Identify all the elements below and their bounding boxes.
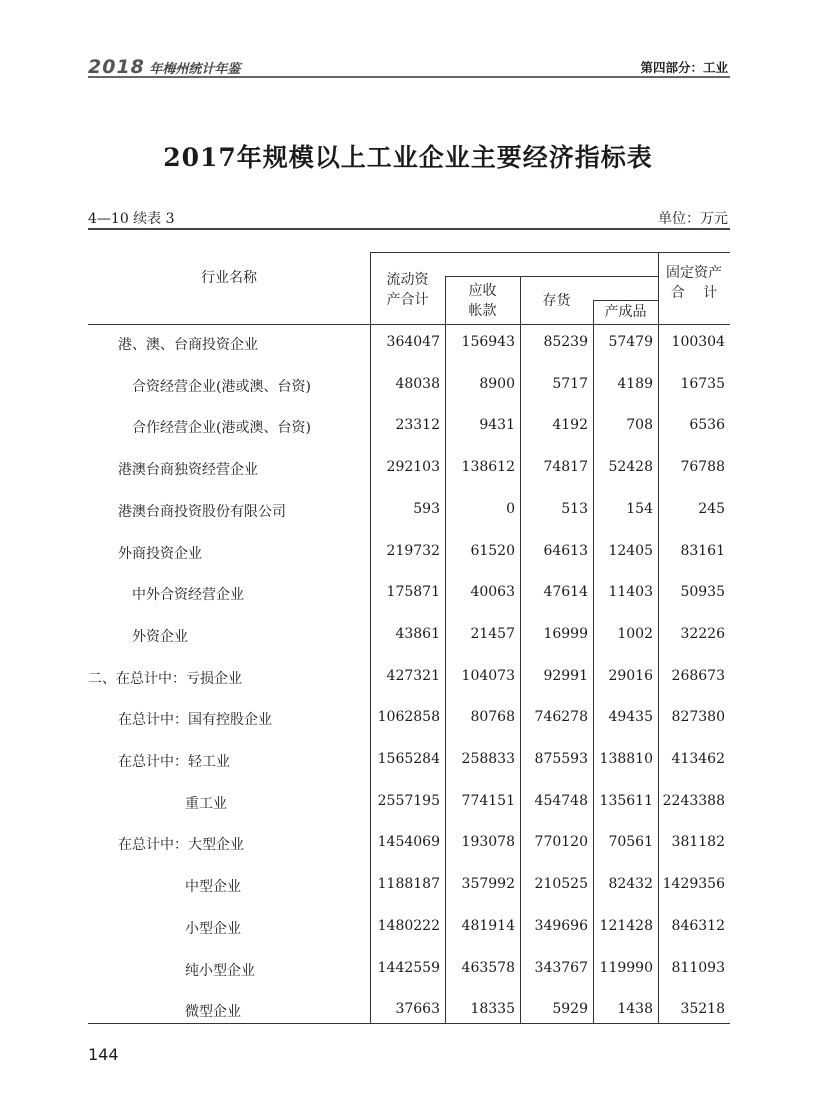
cell-value: 47614 xyxy=(543,584,588,601)
cell-value: 1002 xyxy=(617,625,653,642)
cell-value: 219732 xyxy=(386,542,440,559)
row-name: 中型企业 xyxy=(185,879,241,896)
cell-value: 29016 xyxy=(608,667,653,684)
cell-value: 349696 xyxy=(534,917,588,934)
cell-value: 119990 xyxy=(599,959,653,976)
cell-value: 1062858 xyxy=(377,709,440,726)
col-header-line: 帐款 xyxy=(468,303,497,319)
cell-value: 52428 xyxy=(608,459,653,476)
cell-value: 104073 xyxy=(461,667,515,684)
cell-value: 210525 xyxy=(534,876,588,893)
header-line xyxy=(445,276,658,277)
row-name: 微型企业 xyxy=(185,1004,241,1021)
cell-value: 49435 xyxy=(608,709,653,726)
section-label: 第四部分：工业 xyxy=(640,60,728,75)
cell-value: 774151 xyxy=(461,792,515,809)
cell-value: 343767 xyxy=(534,959,588,976)
cell-value: 454748 xyxy=(534,792,588,809)
cell-value: 6536 xyxy=(689,417,725,434)
cell-value: 18335 xyxy=(470,1001,515,1018)
col-header-line: 合 计 xyxy=(670,285,718,301)
cell-value: 5929 xyxy=(552,1001,588,1018)
table-row xyxy=(88,1001,730,1021)
cell-value: 292103 xyxy=(386,459,440,476)
cell-value: 1565284 xyxy=(377,751,440,767)
row-name: 外资企业 xyxy=(132,628,188,645)
cell-value: 70561 xyxy=(608,834,653,851)
cell-value: 16999 xyxy=(543,625,588,642)
row-name: 在总计中：大型企业 xyxy=(118,837,244,854)
yearbook-brand xyxy=(88,56,240,78)
table-row xyxy=(88,459,730,479)
row-name: 合资经营企业(港或澳、台资) xyxy=(132,378,311,395)
cell-value: 770120 xyxy=(534,834,588,851)
cell-value: 21457 xyxy=(470,625,515,642)
cell-value: 1188187 xyxy=(377,876,440,893)
page-title: 2017年规模以上工业企业主要经济指标表 xyxy=(163,143,653,172)
cell-value: 2243388 xyxy=(662,792,725,809)
col-header-line: 固定资产 xyxy=(666,265,722,281)
table-row xyxy=(88,834,730,854)
cell-value: 481914 xyxy=(461,917,515,934)
cell-value: 50935 xyxy=(680,584,725,601)
brand-text: 年梅州统计年鉴 xyxy=(149,62,241,77)
table-row xyxy=(88,751,730,771)
table-row xyxy=(88,960,730,980)
cell-value: 245 xyxy=(698,500,725,517)
table-row xyxy=(88,584,730,604)
header-line xyxy=(370,252,730,253)
cell-value: 2557195 xyxy=(377,792,440,809)
cell-value: 57479 xyxy=(608,334,653,350)
cell-value: 827380 xyxy=(671,709,725,726)
cell-value: 76788 xyxy=(680,459,725,476)
cell-value: 156943 xyxy=(461,334,515,350)
cell-value: 593 xyxy=(413,500,440,517)
cell-value: 175871 xyxy=(386,584,440,601)
cell-value: 138810 xyxy=(599,751,653,767)
cell-value: 100304 xyxy=(671,334,725,350)
cell-value: 193078 xyxy=(461,834,515,851)
table-row xyxy=(88,626,730,646)
col-header-current-assets xyxy=(370,270,445,310)
table-row xyxy=(88,376,730,396)
cell-value: 35218 xyxy=(680,1001,725,1018)
row-name: 重工业 xyxy=(185,795,227,812)
cell-value: 1454069 xyxy=(377,834,440,851)
cell-value: 40063 xyxy=(470,584,515,601)
cell-value: 82432 xyxy=(608,876,653,893)
cell-value: 746278 xyxy=(534,709,588,726)
cell-value: 12405 xyxy=(608,542,653,559)
cell-value: 121428 xyxy=(599,917,653,934)
cell-value: 1438 xyxy=(617,1001,653,1018)
row-name: 合作经营企业(港或澳、台资) xyxy=(132,420,311,437)
row-name: 二、在总计中：亏损企业 xyxy=(88,670,242,687)
brand-year: 2018 xyxy=(88,56,145,78)
column-divider xyxy=(593,300,594,1024)
cell-value: 708 xyxy=(626,417,653,434)
cell-value: 32226 xyxy=(680,625,725,642)
cell-value: 268673 xyxy=(671,667,725,684)
col-header-receivables xyxy=(445,281,520,321)
cell-value: 427321 xyxy=(386,667,440,684)
cell-value: 846312 xyxy=(671,917,725,934)
cell-value: 92991 xyxy=(543,667,588,684)
table-row xyxy=(88,918,730,938)
table-row xyxy=(88,709,730,729)
cell-value: 5717 xyxy=(552,375,588,392)
header-rule xyxy=(88,76,730,78)
cell-value: 381182 xyxy=(671,834,725,851)
col-header-line: 应收 xyxy=(468,283,497,299)
cell-value: 357992 xyxy=(461,876,515,893)
row-name: 在总计中：轻工业 xyxy=(118,754,230,770)
cell-value: 135611 xyxy=(599,792,653,809)
cell-value: 0 xyxy=(506,500,515,517)
row-name: 中外合资经营企业 xyxy=(132,587,244,604)
cell-value: 9431 xyxy=(479,417,515,434)
cell-value: 37663 xyxy=(395,1001,440,1018)
cell-value: 8900 xyxy=(479,375,515,392)
cell-value: 43861 xyxy=(395,625,440,642)
col-header-name: 行业名称 xyxy=(201,270,257,286)
cell-value: 64613 xyxy=(543,542,588,559)
cell-value: 463578 xyxy=(461,959,515,976)
row-name: 港、澳、台商投资企业 xyxy=(118,337,258,353)
cell-value: 23312 xyxy=(395,417,440,434)
cell-value: 364047 xyxy=(386,334,440,350)
cell-value: 74817 xyxy=(543,459,588,476)
col-header-finished-goods: 产成品 xyxy=(604,304,647,320)
cell-value: 48038 xyxy=(395,375,440,392)
cell-value: 61520 xyxy=(470,542,515,559)
col-header-line: 流动资 xyxy=(386,272,429,288)
row-name: 港澳台商独资经营企业 xyxy=(118,462,258,479)
cell-value: 11403 xyxy=(608,584,653,601)
cell-value: 413462 xyxy=(671,751,725,767)
cell-value: 4192 xyxy=(552,417,588,434)
row-name: 在总计中：国有控股企业 xyxy=(118,712,272,729)
row-name: 小型企业 xyxy=(185,920,241,937)
cell-value: 811093 xyxy=(671,959,725,976)
cell-value: 80768 xyxy=(470,709,515,726)
cell-value: 513 xyxy=(561,500,588,517)
table-top-rule xyxy=(88,228,730,230)
cell-value: 83161 xyxy=(680,542,725,559)
col-header-fixed-assets xyxy=(658,263,730,303)
table-row xyxy=(88,501,730,521)
table-row xyxy=(88,543,730,563)
table-row xyxy=(88,793,730,813)
row-name: 外商投资企业 xyxy=(118,545,202,562)
cell-value: 138612 xyxy=(461,459,515,476)
table-row xyxy=(88,417,730,437)
header-bottom-rule xyxy=(88,324,730,325)
cell-value: 1480222 xyxy=(377,917,440,934)
table-bottom-rule xyxy=(88,1023,730,1024)
row-name: 纯小型企业 xyxy=(185,962,255,979)
cell-value: 16735 xyxy=(680,375,725,392)
table-row xyxy=(88,334,730,354)
table-row xyxy=(88,876,730,896)
table-number: 4—10 续表 3 xyxy=(88,211,175,227)
table-row xyxy=(88,668,730,688)
row-name: 港澳台商投资股份有限公司 xyxy=(118,503,286,520)
cell-value: 154 xyxy=(626,500,653,517)
cell-value: 85239 xyxy=(543,334,588,350)
cell-value: 1429356 xyxy=(662,876,725,893)
header-line xyxy=(593,300,658,301)
col-header-line: 产合计 xyxy=(386,292,429,308)
unit-label: 单位：万元 xyxy=(658,211,728,227)
cell-value: 4189 xyxy=(617,375,653,392)
page-number: 144 xyxy=(88,1045,119,1064)
col-header-inventory: 存货 xyxy=(542,293,571,309)
cell-value: 875593 xyxy=(534,751,588,767)
cell-value: 258833 xyxy=(461,751,515,767)
cell-value: 1442559 xyxy=(377,959,440,976)
